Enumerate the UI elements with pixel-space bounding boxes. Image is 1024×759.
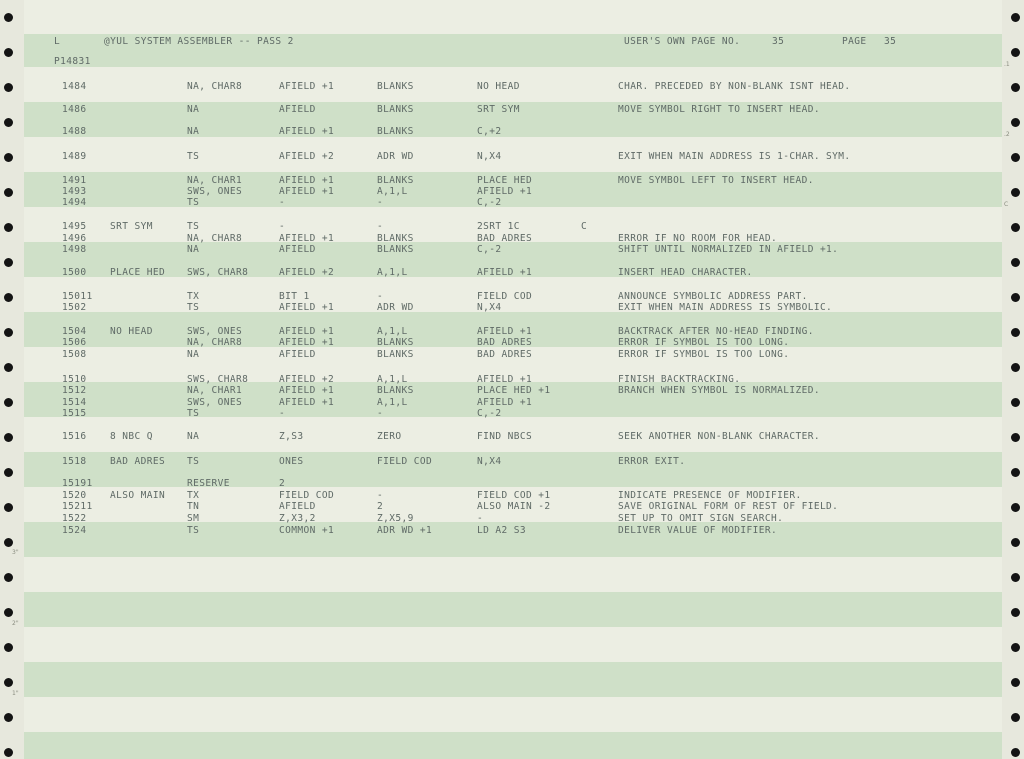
feed-hole: [4, 678, 13, 687]
program-id: P14831: [54, 56, 91, 67]
location-field: 1518: [62, 456, 87, 467]
address-field-3: C,+2: [477, 126, 502, 137]
feed-hole: [4, 363, 13, 372]
comment-field: ANNOUNCE SYMBOLIC ADDRESS PART.: [618, 291, 808, 302]
feed-hole: [4, 398, 13, 407]
address-field-1: -: [279, 197, 286, 208]
address-field-3: BAD ADRES: [477, 349, 533, 360]
operation-field: NA, CHAR8: [187, 233, 243, 244]
comment-field: MOVE SYMBOL RIGHT TO INSERT HEAD.: [618, 104, 820, 115]
operation-field: TX: [187, 490, 200, 501]
feed-hole: [1011, 258, 1020, 267]
label-field: 8 NBC Q: [110, 431, 153, 442]
feed-hole: [1011, 433, 1020, 442]
address-field-2: Z,X5,9: [377, 513, 414, 524]
location-field: 1502: [62, 302, 87, 313]
comment-field: INSERT HEAD CHARACTER.: [618, 267, 753, 278]
address-field-2: -: [377, 221, 384, 232]
comment-field: ERROR IF NO ROOM FOR HEAD.: [618, 233, 778, 244]
location-field: 1486: [62, 104, 87, 115]
feed-hole: [4, 328, 13, 337]
address-field-3: AFIELD +1: [477, 186, 533, 197]
comment-field: SET UP TO OMIT SIGN SEARCH.: [618, 513, 784, 524]
operation-field: TS: [187, 151, 200, 162]
green-bar: [24, 732, 1002, 759]
address-field-3: 2SRT 1C: [477, 221, 520, 232]
address-field-3: NO HEAD: [477, 81, 520, 92]
location-field: 1491: [62, 175, 87, 186]
operation-field: NA, CHAR1: [187, 175, 243, 186]
feed-hole: [1011, 223, 1020, 232]
feed-hole: [1011, 398, 1020, 407]
address-field-2: BLANKS: [377, 349, 414, 360]
location-field: 1514: [62, 397, 87, 408]
operation-field: NA: [187, 104, 200, 115]
address-field-1: AFIELD +1: [279, 175, 335, 186]
operation-field: NA, CHAR8: [187, 337, 243, 348]
address-field-3: N,X4: [477, 456, 502, 467]
operation-field: TS: [187, 525, 200, 536]
feed-hole: [1011, 363, 1020, 372]
address-field-1: AFIELD +1: [279, 233, 335, 244]
operation-field: NA: [187, 126, 200, 137]
comment-field: INDICATE PRESENCE OF MODIFIER.: [618, 490, 802, 501]
left-ruler-mark: 1": [12, 690, 19, 697]
extra-field: C: [581, 221, 588, 232]
label-field: ALSO MAIN: [110, 490, 166, 501]
comment-field: MOVE SYMBOL LEFT TO INSERT HEAD.: [618, 175, 814, 186]
operation-field: TS: [187, 408, 200, 419]
right-ruler-mark: .2: [1004, 131, 1010, 138]
address-field-2: -: [377, 490, 384, 501]
location-field: 15191: [62, 478, 93, 489]
address-field-3: FIND NBCS: [477, 431, 533, 442]
address-field-2: FIELD COD: [377, 456, 433, 467]
label-field: SRT SYM: [110, 221, 153, 232]
address-field-1: Z,X3,2: [279, 513, 316, 524]
address-field-3: FIELD COD +1: [477, 490, 551, 501]
operation-field: NA, CHAR1: [187, 385, 243, 396]
green-bar: [24, 452, 1002, 487]
address-field-3: BAD ADRES: [477, 233, 533, 244]
address-field-1: COMMON +1: [279, 525, 335, 536]
feed-hole: [4, 83, 13, 92]
operation-field: TS: [187, 221, 200, 232]
address-field-3: AFIELD +1: [477, 374, 533, 385]
address-field-2: ADR WD: [377, 302, 414, 313]
address-field-2: 2: [377, 501, 384, 512]
address-field-1: Z,S3: [279, 431, 304, 442]
feed-hole: [4, 503, 13, 512]
location-field: 1488: [62, 126, 87, 137]
address-field-3: C,-2: [477, 244, 502, 255]
feed-hole: [1011, 153, 1020, 162]
listing-title: @YUL SYSTEM ASSEMBLER -- PASS 2: [104, 36, 294, 47]
location-field: 1484: [62, 81, 87, 92]
address-field-3: LD A2 S3: [477, 525, 526, 536]
comment-field: SEEK ANOTHER NON-BLANK CHARACTER.: [618, 431, 820, 442]
comment-field: ERROR IF SYMBOL IS TOO LONG.: [618, 349, 790, 360]
feed-hole: [4, 608, 13, 617]
address-field-2: BLANKS: [377, 337, 414, 348]
operation-field: TS: [187, 302, 200, 313]
address-field-3: FIELD COD: [477, 291, 533, 302]
address-field-2: BLANKS: [377, 244, 414, 255]
location-field: 1522: [62, 513, 87, 524]
address-field-2: BLANKS: [377, 175, 414, 186]
operation-field: TN: [187, 501, 200, 512]
operation-field: RESERVE: [187, 478, 230, 489]
label-field: BAD ADRES: [110, 456, 166, 467]
feed-hole: [4, 258, 13, 267]
operation-field: TX: [187, 291, 200, 302]
operation-field: NA: [187, 431, 200, 442]
feed-hole: [4, 223, 13, 232]
address-field-2: -: [377, 408, 384, 419]
address-field-1: AFIELD +1: [279, 397, 335, 408]
feed-hole: [1011, 328, 1020, 337]
address-field-3: SRT SYM: [477, 104, 520, 115]
address-field-1: AFIELD +1: [279, 81, 335, 92]
address-field-2: ZERO: [377, 431, 402, 442]
right-ruler-mark: C: [1004, 201, 1009, 208]
comment-field: FINISH BACKTRACKING.: [618, 374, 741, 385]
address-field-1: AFIELD: [279, 501, 316, 512]
operation-field: SWS, CHAR8: [187, 267, 249, 278]
feed-hole: [4, 643, 13, 652]
address-field-1: AFIELD: [279, 104, 316, 115]
address-field-1: AFIELD +2: [279, 151, 335, 162]
comment-field: CHAR. PRECEDED BY NON-BLANK ISNT HEAD.: [618, 81, 851, 92]
location-field: 1493: [62, 186, 87, 197]
address-field-3: N,X4: [477, 302, 502, 313]
address-field-1: AFIELD +1: [279, 337, 335, 348]
address-field-3: ALSO MAIN -2: [477, 501, 551, 512]
address-field-1: 2: [279, 478, 286, 489]
operation-field: TS: [187, 456, 200, 467]
address-field-1: AFIELD +1: [279, 326, 335, 337]
feed-hole: [4, 48, 13, 57]
address-field-2: ADR WD +1: [377, 525, 433, 536]
left-ruler-mark: 2": [12, 620, 19, 627]
address-field-2: BLANKS: [377, 126, 414, 137]
feed-hole: [1011, 573, 1020, 582]
feed-hole: [4, 433, 13, 442]
location-field: 1520: [62, 490, 87, 501]
comment-field: EXIT WHEN MAIN ADDRESS IS SYMBOLIC.: [618, 302, 833, 313]
address-field-1: AFIELD: [279, 349, 316, 360]
location-field: 1508: [62, 349, 87, 360]
comment-field: DELIVER VALUE OF MODIFIER.: [618, 525, 778, 536]
address-field-3: AFIELD +1: [477, 326, 533, 337]
location-field: 1510: [62, 374, 87, 385]
address-field-1: AFIELD +1: [279, 385, 335, 396]
address-field-3: -: [477, 513, 484, 524]
location-field: 1496: [62, 233, 87, 244]
operation-field: NA: [187, 244, 200, 255]
location-field: 1515: [62, 408, 87, 419]
feed-hole: [1011, 48, 1020, 57]
address-field-1: AFIELD +1: [279, 186, 335, 197]
feed-hole: [4, 118, 13, 127]
feed-hole: [1011, 643, 1020, 652]
location-field: 1512: [62, 385, 87, 396]
left-ruler-mark: 3": [12, 549, 19, 556]
comment-field: EXIT WHEN MAIN ADDRESS IS 1-CHAR. SYM.: [618, 151, 851, 162]
listing-paper: [24, 0, 1002, 759]
feed-hole: [4, 188, 13, 197]
location-field: 1504: [62, 326, 87, 337]
feed-hole: [1011, 118, 1020, 127]
address-field-1: FIELD COD: [279, 490, 335, 501]
page-label: PAGE: [842, 36, 867, 47]
feed-hole: [1011, 83, 1020, 92]
address-field-1: -: [279, 221, 286, 232]
users-page-number: 35: [772, 36, 785, 47]
comment-field: BACKTRACK AFTER NO-HEAD FINDING.: [618, 326, 814, 337]
location-field: 1516: [62, 431, 87, 442]
page-number: 35: [884, 36, 897, 47]
address-field-1: -: [279, 408, 286, 419]
address-field-3: PLACE HED +1: [477, 385, 551, 396]
location-field: 1524: [62, 525, 87, 536]
feed-hole: [1011, 538, 1020, 547]
operation-field: NA: [187, 349, 200, 360]
green-bar: [24, 662, 1002, 697]
listing-code: L: [54, 36, 61, 47]
feed-hole: [1011, 13, 1020, 22]
operation-field: SWS, CHAR8: [187, 374, 249, 385]
operation-field: SM: [187, 513, 200, 524]
feed-hole: [1011, 188, 1020, 197]
green-bar: [24, 592, 1002, 627]
address-field-3: BAD ADRES: [477, 337, 533, 348]
address-field-3: C,-2: [477, 408, 502, 419]
address-field-3: PLACE HED: [477, 175, 533, 186]
address-field-1: AFIELD +1: [279, 126, 335, 137]
location-field: 1489: [62, 151, 87, 162]
address-field-3: N,X4: [477, 151, 502, 162]
feed-hole: [1011, 503, 1020, 512]
location-field: 1498: [62, 244, 87, 255]
address-field-1: BIT 1: [279, 291, 310, 302]
operation-field: SWS, ONES: [187, 186, 243, 197]
location-field: 1494: [62, 197, 87, 208]
operation-field: NA, CHAR8: [187, 81, 243, 92]
address-field-3: AFIELD +1: [477, 267, 533, 278]
address-field-2: BLANKS: [377, 81, 414, 92]
feed-hole: [4, 573, 13, 582]
comment-field: SAVE ORIGINAL FORM OF REST OF FIELD.: [618, 501, 839, 512]
operation-field: TS: [187, 197, 200, 208]
right-ruler-mark: .1: [1004, 61, 1010, 68]
address-field-2: BLANKS: [377, 104, 414, 115]
address-field-1: AFIELD +1: [279, 302, 335, 313]
feed-hole: [4, 13, 13, 22]
feed-hole: [1011, 748, 1020, 757]
feed-hole: [1011, 678, 1020, 687]
location-field: 1500: [62, 267, 87, 278]
label-field: NO HEAD: [110, 326, 153, 337]
address-field-2: ADR WD: [377, 151, 414, 162]
location-field: 15011: [62, 291, 93, 302]
comment-field: ERROR EXIT.: [618, 456, 686, 467]
feed-hole: [4, 293, 13, 302]
address-field-1: AFIELD +2: [279, 374, 335, 385]
comment-field: ERROR IF SYMBOL IS TOO LONG.: [618, 337, 790, 348]
location-field: 1506: [62, 337, 87, 348]
feed-hole: [1011, 468, 1020, 477]
feed-hole: [4, 538, 13, 547]
comment-field: BRANCH WHEN SYMBOL IS NORMALIZED.: [618, 385, 820, 396]
feed-hole: [1011, 293, 1020, 302]
feed-hole: [4, 468, 13, 477]
address-field-2: BLANKS: [377, 385, 414, 396]
feed-hole: [1011, 713, 1020, 722]
address-field-2: A,1,L: [377, 267, 408, 278]
comment-field: SHIFT UNTIL NORMALIZED IN AFIELD +1.: [618, 244, 839, 255]
address-field-2: -: [377, 197, 384, 208]
address-field-2: BLANKS: [377, 233, 414, 244]
address-field-1: ONES: [279, 456, 304, 467]
operation-field: SWS, ONES: [187, 397, 243, 408]
feed-hole: [4, 153, 13, 162]
address-field-3: AFIELD +1: [477, 397, 533, 408]
users-page-label: USER'S OWN PAGE NO.: [624, 36, 741, 47]
address-field-2: A,1,L: [377, 397, 408, 408]
address-field-3: C,-2: [477, 197, 502, 208]
location-field: 1495: [62, 221, 87, 232]
address-field-2: A,1,L: [377, 326, 408, 337]
feed-hole: [1011, 608, 1020, 617]
address-field-2: A,1,L: [377, 186, 408, 197]
address-field-2: -: [377, 291, 384, 302]
feed-hole: [4, 713, 13, 722]
address-field-2: A,1,L: [377, 374, 408, 385]
address-field-1: AFIELD +2: [279, 267, 335, 278]
location-field: 15211: [62, 501, 93, 512]
feed-hole: [4, 748, 13, 757]
operation-field: SWS, ONES: [187, 326, 243, 337]
label-field: PLACE HED: [110, 267, 166, 278]
address-field-1: AFIELD: [279, 244, 316, 255]
